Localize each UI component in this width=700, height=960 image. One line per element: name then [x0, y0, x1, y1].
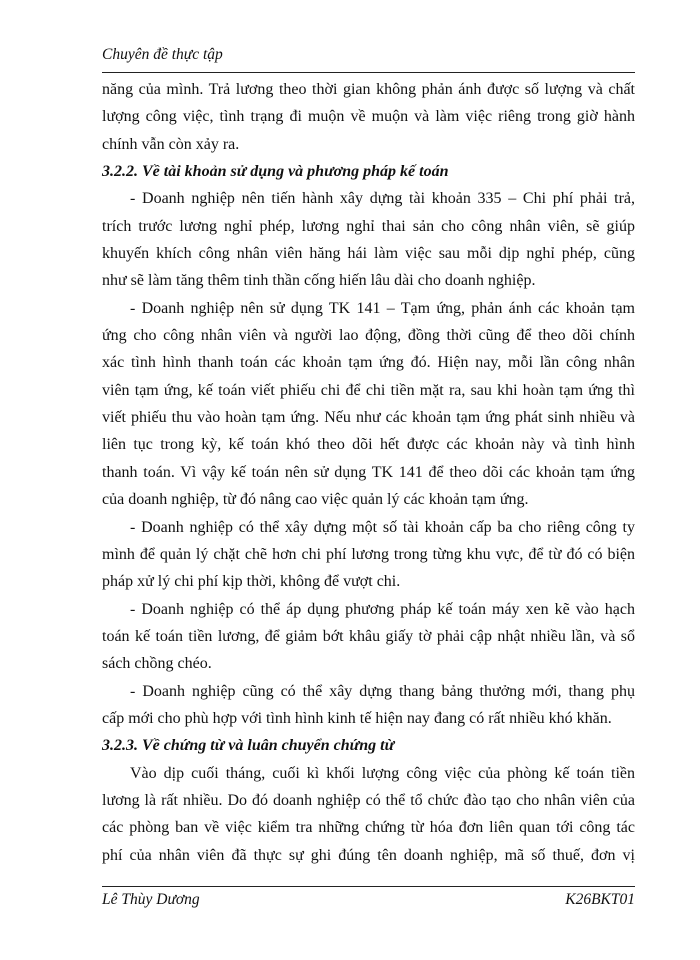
- paragraph-documents: [102, 760, 635, 869]
- page-header: Chuyên đề thực tập: [102, 46, 223, 63]
- text-line: lương là rất nhiều. Do đó doanh nghiệp có thể tổ chức đào tạo cho nhân viên của: [102, 791, 635, 809]
- text-line: - Doanh nghiệp có thể áp dụng phương pháp kế toán máy xen kẽ vào hạch: [130, 600, 635, 618]
- text-line: ứng cho công nhân viên và người lao động, đồng thời cũng để theo dõi chính: [102, 327, 635, 345]
- page-body: [102, 76, 635, 869]
- text-line: viên tạm ứng, kế toán viết phiếu chi để chi tiền mặt ra, sau khi hoàn tạm ứng thì: [102, 381, 635, 399]
- text-line: các phòng ban về việc kiểm tra những chứng từ hóa đơn liên quan tới công tác: [102, 819, 635, 837]
- text-line: năng của mình. Trả lương theo thời gian không phản ánh được số lượng và chất: [102, 81, 635, 98]
- paragraph-level-3-accounts: [102, 514, 635, 596]
- text-line: mình để quản lý chặt chẽ hơn chi phí lương trong từng khu vực, để từ đó có biện: [102, 545, 635, 563]
- text-line: liên tục trong kỳ, kế toán khó theo dõi hết được các khoản này và tình hình: [102, 436, 635, 454]
- text-line: - Doanh nghiệp nên sử dụng TK 141 – Tạm ứng, phản ánh các khoản tạm: [130, 299, 635, 317]
- text-line: xác tình hình thanh toán các khoản tạm ứng đó. Hiện nay, mỗi lần công nhân: [102, 354, 635, 372]
- paragraph-bonus-scale: [102, 678, 635, 733]
- paragraph-continuation: [102, 76, 635, 158]
- text-line: - Doanh nghiệp cũng có thể xây dựng thang bảng thưởng mới, thang phụ: [130, 682, 635, 700]
- text-line: pháp xử lý chi phí kịp thời, không để vượt chi.: [102, 573, 401, 591]
- text-line: của doanh nghiệp, từ đó nâng cao việc quản lý các khoản tạm ứng.: [102, 491, 529, 509]
- footer-code: K26BKT01: [565, 891, 635, 908]
- footer-rule: [102, 886, 635, 887]
- paragraph-account-141: [102, 295, 635, 514]
- text-line: chính vẫn còn xảy ra.: [102, 135, 240, 153]
- text-line: khuyến khích công nhân viên hăng hái làm việc sau mỗi dịp nghỉ phép, cũng: [102, 245, 635, 263]
- text-line: - Doanh nghiệp có thể xây dựng một số tài khoản cấp ba cho riêng công ty: [130, 518, 635, 536]
- text-line: phí của nhân viên đã thực sự ghi đúng tên doanh nghiệp, mã số thuế, đơn vị: [102, 846, 635, 864]
- text-line: như sẽ làm tăng thêm tinh thần cống hiến lâu dài cho doanh nghiệp.: [102, 272, 536, 290]
- text-line: Vào dịp cuối tháng, cuối kì khối lượng công việc của phòng kế toán tiền: [130, 764, 635, 782]
- text-line: thanh toán. Vì vậy kế toán nên sử dụng TK 141 để theo dõi các khoản tạm ứng: [102, 463, 635, 481]
- header-rule: [102, 72, 635, 73]
- text-line: - Doanh nghiệp nên tiến hành xây dựng tài khoản 335 – Chi phí phải trả,: [130, 190, 635, 208]
- text-line: viết phiếu thu vào hoàn tạm ứng. Nếu như các khoản tạm ứng phát sinh nhiều và: [102, 409, 635, 427]
- paragraph-computer-accounting: [102, 596, 635, 678]
- text-line: sách chồng chéo.: [102, 655, 212, 673]
- text-line: cấp mới cho phù hợp với tình hình kinh tế hiện nay đang có rất nhiều khó khăn.: [102, 709, 612, 727]
- text-line: toán kế toán tiền lương, để giảm bớt khâu giấy tờ phải cập nhật nhiều lần, và sổ: [102, 627, 635, 645]
- footer-author: Lê Thùy Dương: [102, 891, 200, 908]
- paragraph-account-335: [102, 185, 635, 294]
- section-heading-3-2-2: 3.2.2. Về tài khoản sử dụng và phương pháp kế toán: [102, 163, 449, 181]
- text-line: trích trước lương nghỉ phép, lương nghỉ thai sản cho công nhân viên, sẽ giúp: [102, 217, 635, 235]
- text-line: lượng công việc, tình trạng đi muộn về muộn và làm việc riêng trong giờ hành: [102, 108, 635, 126]
- section-heading-3-2-3: 3.2.3. Về chứng từ và luân chuyển chứng từ: [102, 737, 395, 755]
